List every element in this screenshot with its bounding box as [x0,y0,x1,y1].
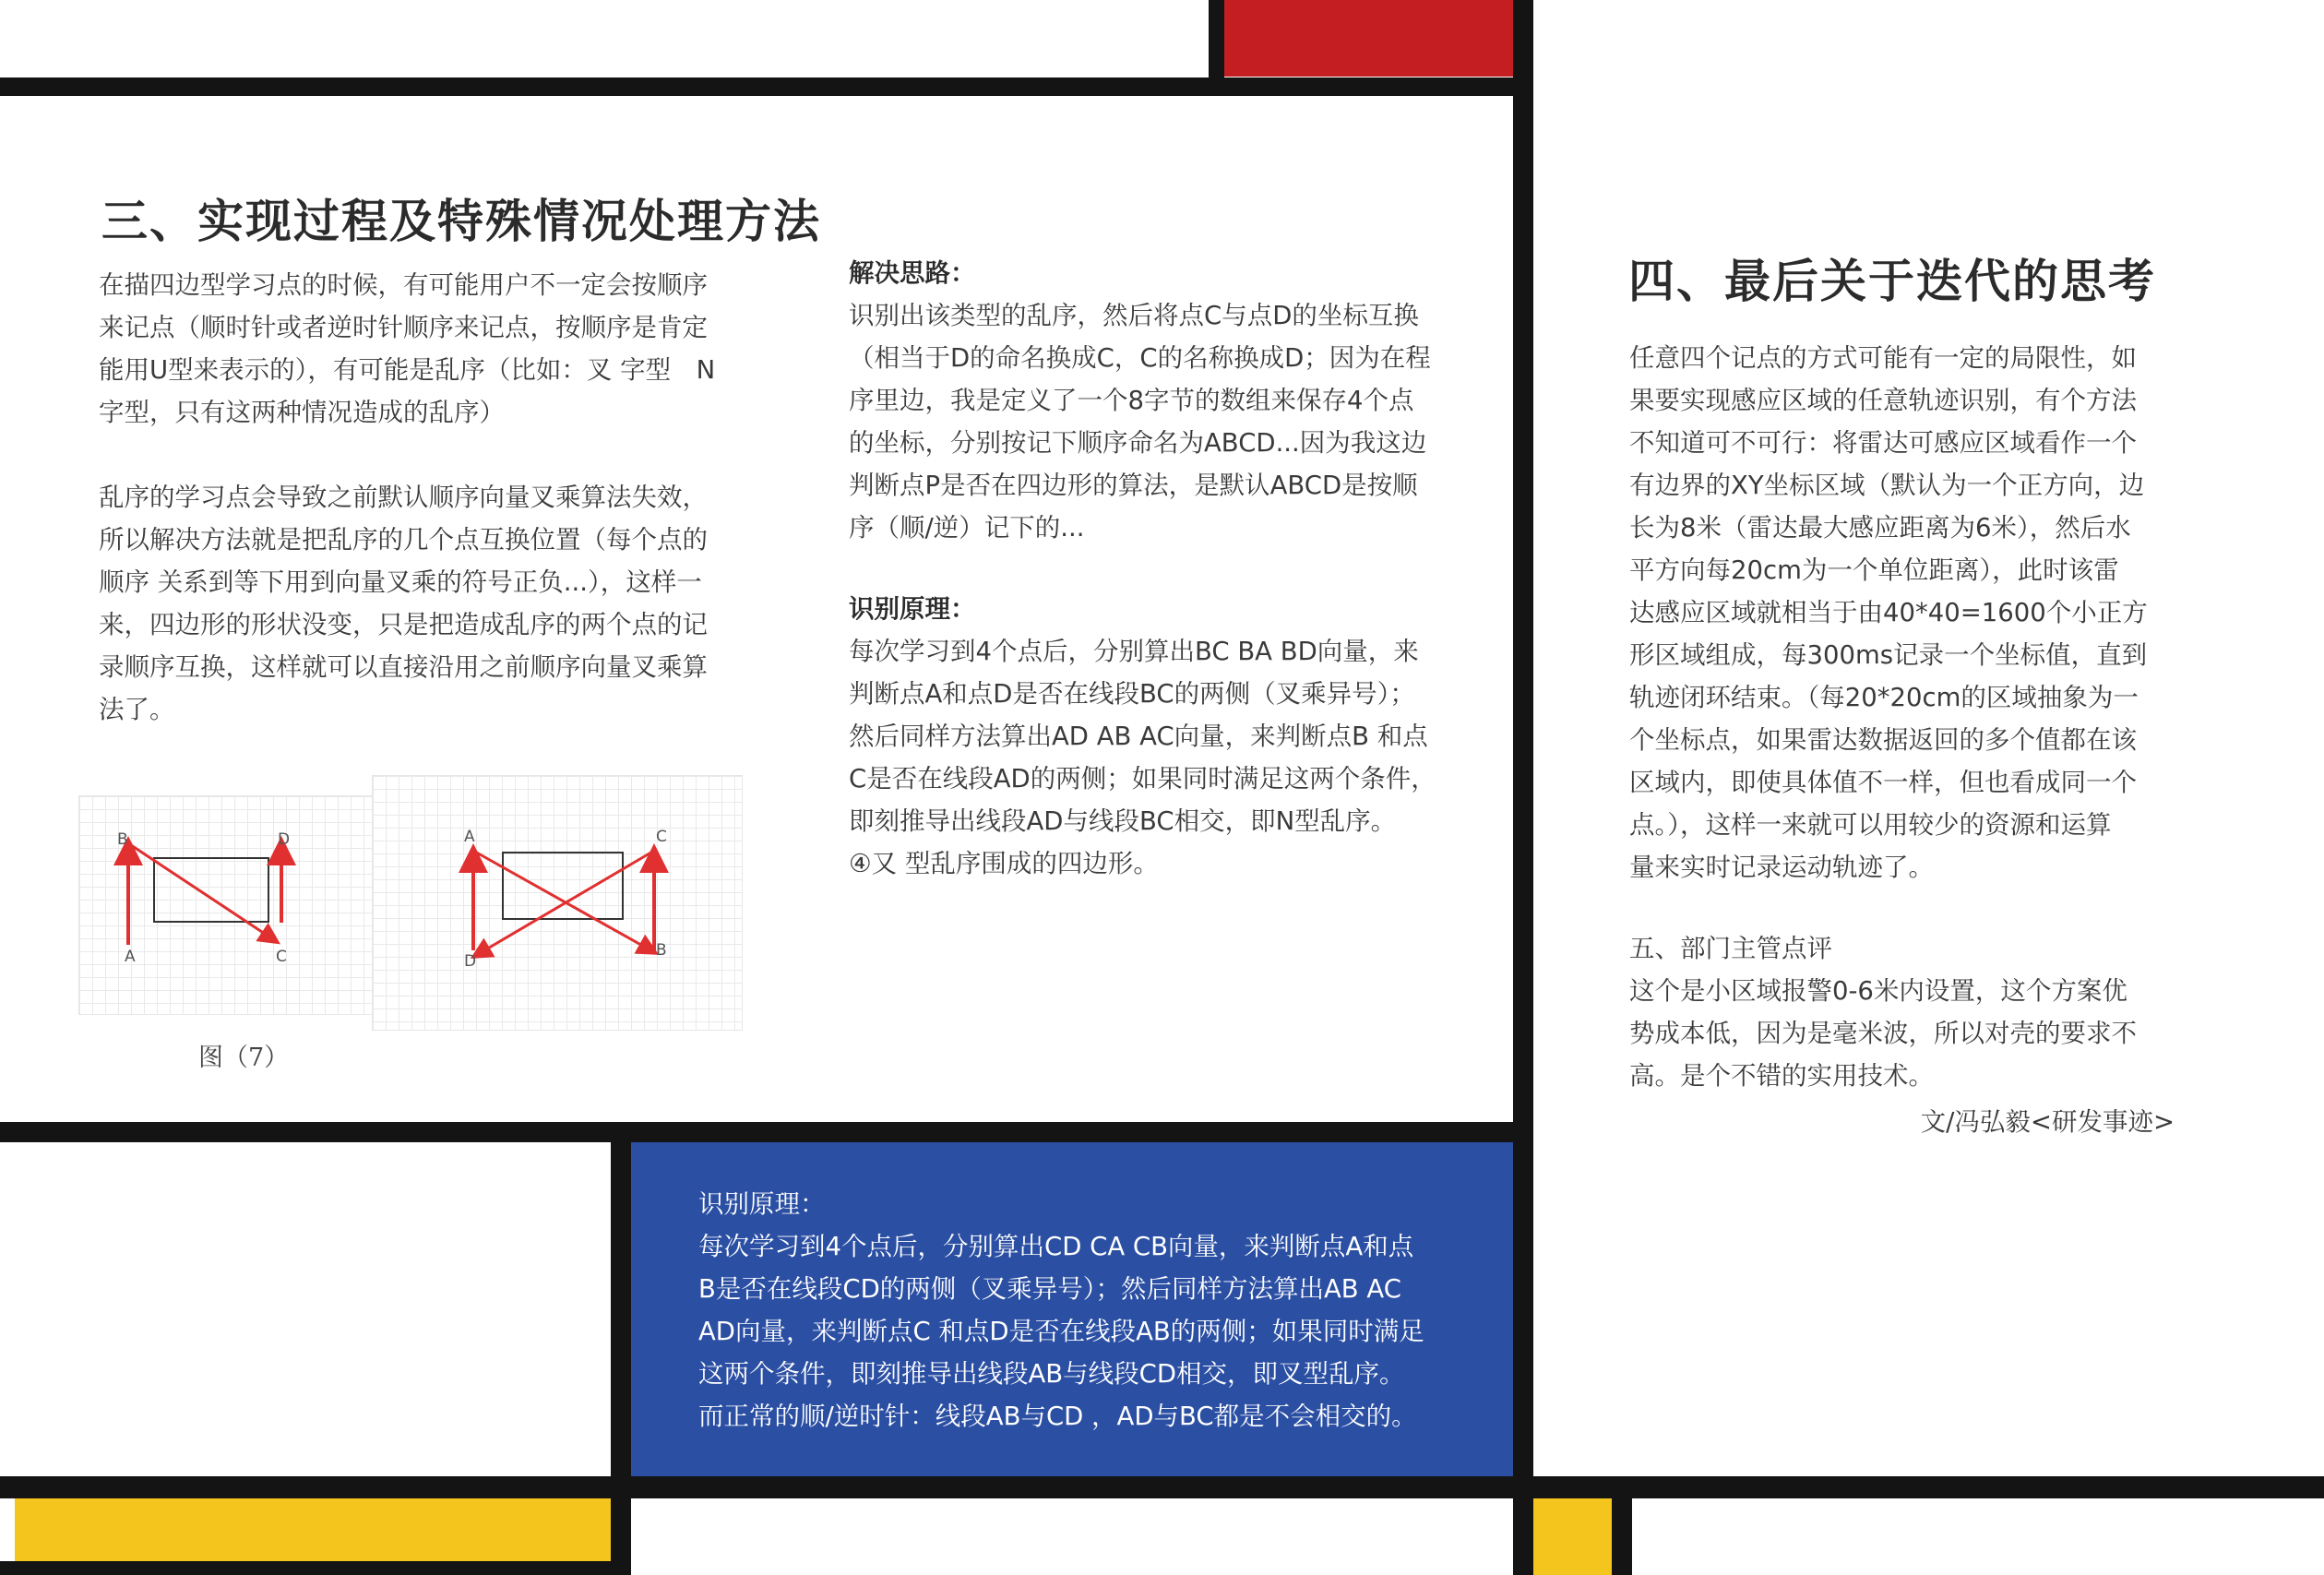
red-block [1224,0,1513,77]
section3-title: 三、实现过程及特殊情况处理方法 [101,195,821,248]
section4-line: 轨迹闭环结束。（每20*20cm的区域抽象为一 [1629,683,2139,712]
figure-left-diagram [78,795,372,1013]
para1-line: 在描四边型学习点的时候，有可能用户不一定会按顺序 [99,270,708,300]
label-a: A [464,828,475,846]
label-a: A [125,948,136,966]
para2-line: 顺序 关系到等下用到向量叉乘的符号正负...），这样一 [99,567,702,597]
section5-line: 这个是小区域报警0-6米内设置，这个方案优 [1629,976,2127,1006]
para2-line: 乱序的学习点会导致之前默认顺序向量叉乘算法失效， [99,483,708,512]
section4-line: 不知道可不可行：将雷达可感应区域看作一个 [1629,428,2137,458]
solution-line: 识别出该类型的乱序，然后将点C与点D的坐标互换 [849,301,1419,330]
section4-line: 果要实现感应区域的任意轨迹识别，有个方法 [1629,386,2137,415]
section4-line: 平方向每20cm为一个单位距离），此时该雷 [1629,555,2119,585]
section4-line: 任意四个记点的方式可能有一定的局限性，如 [1629,343,2137,373]
solution-line: （相当于D的命名换成C，C的名称换成D；因为在程 [849,343,1431,373]
section4-title: 四、最后关于迭代的思考 [1628,255,2156,308]
section4-line: 区域内，即使具体值不一样，但也看成同一个 [1629,768,2137,797]
principle-line: 判断点A和点D是否在线段BC的两侧（叉乘异号）； [849,679,1415,709]
label-b: B [656,941,667,960]
solution-heading: 解决思路： [849,258,976,288]
frame-bottom-bar [0,1476,2324,1498]
para2-line: 所以解决方法就是把乱序的几个点互换位置（每个点的 [99,525,708,555]
para1-line: 字型，只有这两种情况造成的乱序） [99,398,505,427]
yellow-block-left [15,1498,611,1561]
solution-line: 判断点P是否在四边形的算法，是默认ABCD是按顺 [849,471,1418,500]
section3-para1 [99,264,781,434]
blue-box-heading: 识别原理： [698,1189,826,1219]
blue-box-line: 每次学习到4个点后，分别算出CD CA CB向量，来判断点A和点 [698,1232,1414,1261]
yellow-block-right [1533,1498,1612,1575]
section4-line: 长为8米（雷达最大感应距离为6米），然后水 [1629,513,2131,543]
frame-bottom-right-vertical [1513,1476,1533,1575]
label-d: D [278,830,291,849]
label-b: B [117,830,128,849]
section4-line: 达感应区域就相当于由40*40=1600个小正方 [1629,598,2148,627]
para1-line: 能用U型来表示的），有可能是乱序（比如：叉 字型 N [99,355,716,385]
section5-line: 势成本低，因为是毫米波，所以对壳的要求不 [1629,1019,2137,1048]
section5-title: 五、部门主管点评 [1629,934,1832,963]
section4-line: 个坐标点，如果雷达数据返回的多个值都在该 [1629,725,2137,755]
frame-right-vertical-lower [1612,1476,1632,1575]
para2-line: 法了。 [99,695,175,724]
para2-line: 来，四边形的形状没变，只是把造成乱序的两个点的记 [99,610,708,639]
section3-para2 [99,476,781,731]
figure-caption: 图（7） [198,1044,290,1072]
para2-line: 录顺序互换，这样就可以直接沿用之前顺序向量叉乘算 [99,652,708,682]
section4-line: 量来实时记录运动轨迹了。 [1629,853,1934,882]
blue-box-line: 这两个条件，即刻推导出线段AB与线段CD相交，即叉型乱序。 [698,1359,1405,1389]
label-c: C [656,828,667,846]
principle-line: ④又 型乱序围成的四边形。 [849,849,1159,878]
principle-line: 每次学习到4个点后，分别算出BC BA BD向量，来 [849,637,1419,666]
blue-box-line: AD向量，来判断点C 和点D是否在线段AB的两侧；如果同时满足 [698,1317,1424,1346]
signature: 文/冯弘毅<研发事迹> [1920,1107,2175,1137]
section4-body [1629,337,2294,889]
frame-red-right-edge [1513,0,1533,96]
frame-bottom-left-under [0,1561,611,1575]
section4-line: 点。），这样一来就可以用较少的资源和运算 [1629,810,2112,840]
blue-box-text [698,1183,1492,1438]
section4-line: 有边界的XY坐标区域（默认为一个正方向，边 [1629,471,2145,500]
principle-heading: 识别原理： [849,594,976,624]
para1-line: 来记点（顺时针或者逆时针顺序来记点，按顺序是肯定 [99,313,708,342]
frame-middle-bar [0,1122,1533,1142]
blue-box-line: 而正常的顺/逆时针：线段AB与CD ，AD与BC都是不会相交的。 [698,1402,1417,1431]
label-d: D [464,952,477,971]
principle-line: C是否在线段AD的两侧；如果同时满足这两个条件， [849,764,1436,793]
principle-block [849,588,1495,885]
label-c: C [276,948,287,966]
blue-box-line: B是否在线段CD的两侧（叉乘异号）；然后同样方法算出AB AC [698,1274,1401,1304]
solution-line: 序（顺/逆）记下的... [849,513,1085,543]
principle-line: 即刻推导出线段AD与线段BC相交，即N型乱序。 [849,806,1397,836]
figure-right-diagram [372,775,741,1029]
frame-left-vertical [611,1122,631,1575]
principle-line: 然后同样方法算出AD AB AC向量，来判断点B 和点 [849,722,1428,751]
section5-body [1629,927,2294,1097]
frame-top-bar [0,78,1533,96]
solution-line: 序里边，我是定义了一个8字节的数组来保存4个点 [849,386,1414,415]
section5-line: 高。是个不错的实用技术。 [1629,1061,1934,1091]
section4-line: 形区域组成，每300ms记录一个坐标值，直到 [1629,640,2148,670]
solution-block [849,252,1495,549]
solution-line: 的坐标，分别按记下顺序命名为ABCD...因为我这边 [849,428,1427,458]
frame-vertical-main [1513,92,1533,1575]
